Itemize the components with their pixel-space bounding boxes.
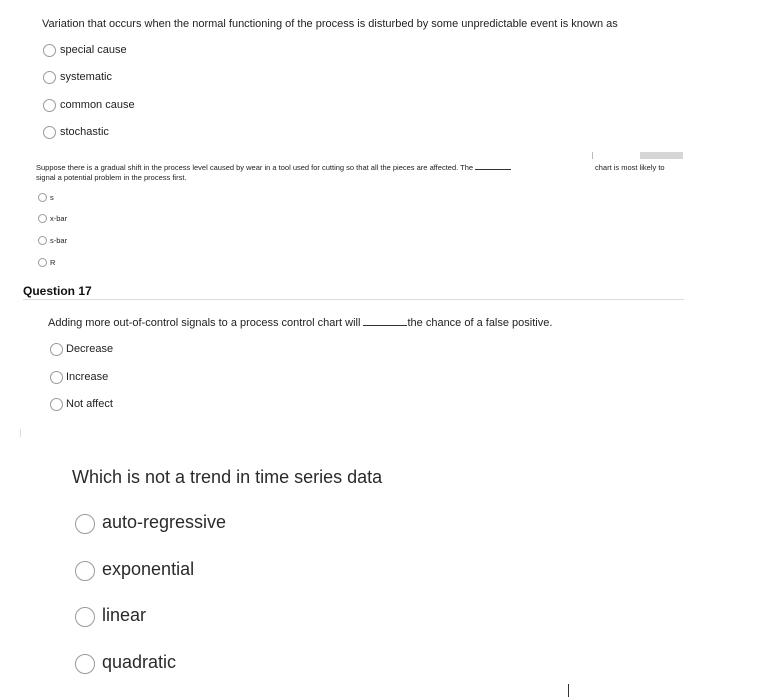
q4-option-1-radio[interactable] (75, 514, 95, 534)
q1-option-1-radio[interactable] (43, 44, 56, 57)
q4-option-2-label: exponential (102, 559, 195, 579)
q17-option-3-radio[interactable] (50, 398, 63, 411)
question-4-text: Which is not a trend in time series data (72, 467, 383, 487)
q2-option-1-label: s (50, 193, 54, 202)
q1-option-3-label: common cause (60, 99, 135, 111)
question-2-text-part1: Suppose there is a gradual shift in the process level caused by wear in a tool used for cutting so that all the pieces are affected. The (36, 163, 474, 172)
q17-option-1-radio[interactable] (50, 343, 63, 356)
question-header-divider (23, 299, 684, 300)
q4-option-3-label: linear (102, 605, 147, 625)
q2-option-3-label: s-bar (50, 236, 68, 245)
decorative-tick (592, 152, 593, 159)
q4-option-1-label: auto-regressive (102, 512, 227, 532)
question-17-blank (363, 325, 407, 326)
q2-option-2-radio[interactable] (38, 214, 47, 223)
q17-option-1-label: Decrease (66, 343, 114, 355)
q1-option-4-radio[interactable] (43, 126, 56, 139)
q2-option-4-label: R (50, 258, 56, 267)
text-cursor (568, 684, 569, 697)
question-17-header: Question 17 (23, 284, 92, 298)
q1-option-2-radio[interactable] (43, 71, 56, 84)
question-2-text-part2: chart is most likely to (595, 163, 665, 172)
q1-option-3-radio[interactable] (43, 99, 56, 112)
q2-option-1-radio[interactable] (38, 193, 47, 202)
q2-option-4-radio[interactable] (38, 258, 47, 267)
question-17-text-part1: Adding more out-of-control signals to a process control chart will (48, 317, 361, 329)
q2-option-2-label: x-bar (50, 214, 68, 223)
decorative-mark (20, 429, 21, 437)
question-2-text (36, 163, 596, 173)
question-2-blank (475, 169, 511, 170)
q4-option-3-radio[interactable] (75, 607, 95, 627)
q1-option-2-label: systematic (60, 71, 112, 83)
q1-option-4-label: stochastic (60, 126, 109, 138)
q17-option-3-label: Not affect (66, 398, 113, 410)
q4-option-2-radio[interactable] (75, 561, 95, 581)
q17-option-2-label: Increase (66, 371, 109, 383)
question-1-text: Variation that occurs when the normal functioning of the process is disturbed by some unpredictable event is known as (42, 18, 618, 30)
q1-option-1-label: special cause (60, 44, 127, 56)
question-17-text (48, 317, 552, 329)
q17-option-2-radio[interactable] (50, 371, 63, 384)
q2-option-3-radio[interactable] (38, 236, 47, 245)
q4-option-4-label: quadratic (102, 652, 177, 672)
decorative-bar (640, 152, 683, 159)
question-17-text-part2: the chance of a false positive. (407, 317, 553, 329)
q4-option-4-radio[interactable] (75, 654, 95, 674)
question-2-text-line2: signal a potential problem in the process first. (36, 173, 187, 182)
